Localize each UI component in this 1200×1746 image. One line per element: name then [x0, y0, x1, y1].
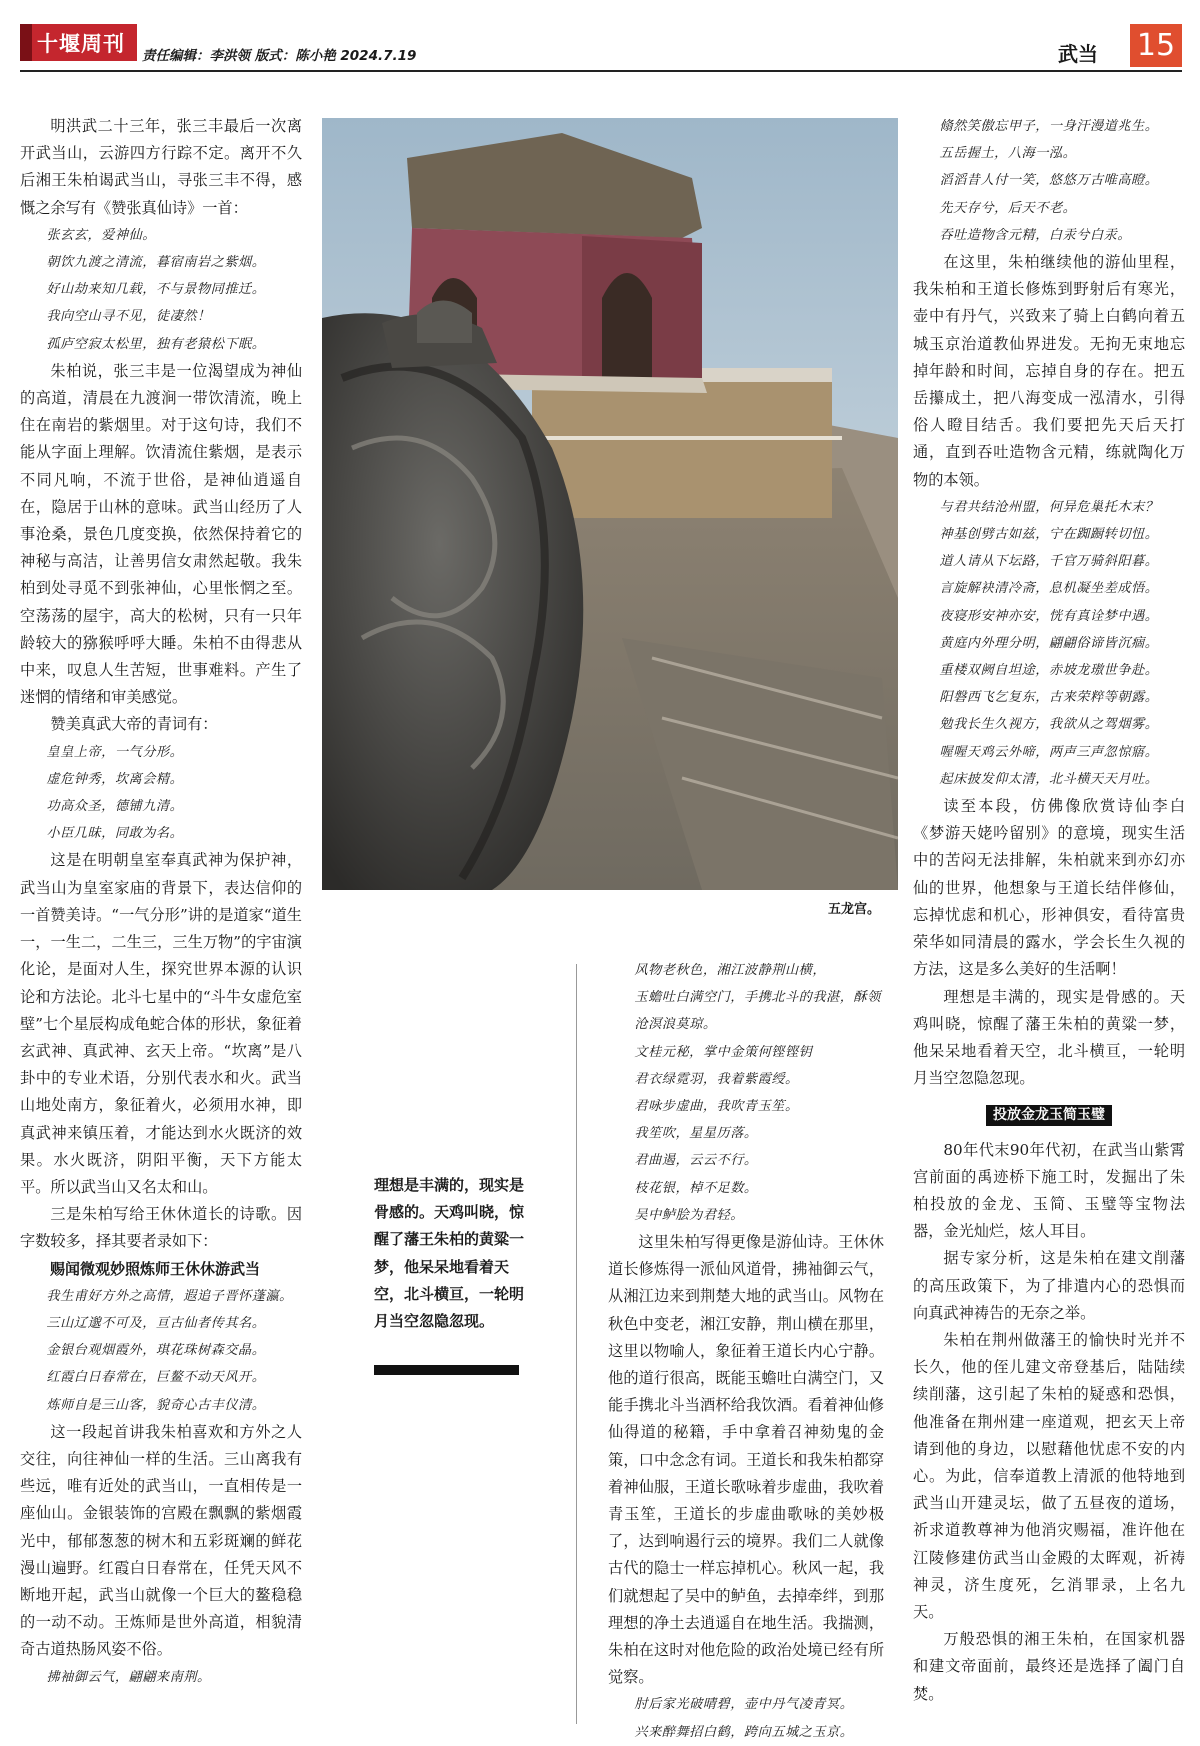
poem-line: 肘后家光破晴碧，壶中丹气凌青冥。 [634, 1697, 854, 1713]
poem-line: 君衣绿霓羽，我着紫霞绶。 [634, 1071, 799, 1087]
poem-line: 夜寝形安神亦安，恍有真诠梦中遇。 [939, 608, 1159, 624]
poem-line: 好山劫来知几载，不与景物同推迁。 [46, 282, 266, 298]
paragraph: 这一段起首讲我朱柏喜欢和方外之人交往，向往神仙一样的生活。三山离我有些远，唯有近处的武当山，一直相传是一座仙山。金银装饰的宫殿在飘飘的紫烟霞光中，郁郁葱葱的树木和五彩斑斓的鲜花漫山遍野。红霞白日春常在，任凭天风不断地开起，武当山就像一个巨大的鳌稳稳的一动不动。王炼师是世外高道，相貌清奇古道热肠风姿不俗。 [20, 1422, 302, 1659]
paragraph: 朱柏说，张三丰是一位渴望成为神仙的高道，清晨在九渡涧一带饮清流，晚上住在南岩的紫烟里。对于这句诗，我们不能从字面上理解。饮清流住紫烟，是表示不同凡响，不流于世俗，是神仙逍遥自在，隐居于山林的意味。武当山经历了人事沧桑，景色几度变换，依然保持着它的神秘与高洁，让善男信女肃然起敬。我朱柏到处寻觅不到张神仙，心里怅惘之至。空荡荡的屋宇，高大的松树，只有一只年龄较大的猕猴呼呼大睡。朱柏不由得悲从中来，叹息人生苦短，世事难料。产生了迷惘的情绪和审美感觉。 [20, 361, 302, 707]
poem-line: 与君共结沧州盟，何异危巢托木末？ [939, 499, 1159, 515]
poem-line: 君曲遏，云云不行。 [634, 1153, 758, 1169]
poem-line: 我向空山寻不见，徒凄然！ [46, 309, 211, 325]
paragraph: 万般恐惧的湘王朱柏，在国家机器和建文帝面前，最终还是选择了阖门自焚。 [913, 1630, 1185, 1703]
poem-line: 滔滔昔人付一笑，悠悠万古唯高瞪。 [939, 173, 1159, 189]
poem-line: 我笙吹，星星历落。 [634, 1126, 758, 1142]
wulong-palace-photo [322, 118, 898, 890]
paragraph: 理想是丰满的，现实是骨感的。天鸡叫晓，惊醒了藩王朱柏的黄粱一梦，他呆呆地看着天空，北斗横亘，一轮明月当空忽隐忽现。 [913, 987, 1185, 1088]
poem-line: 孤庐空寂太松里，独有老猿松下眠。 [46, 336, 266, 352]
poem-title: 赐闻微观妙照炼师王休休游武当 [50, 1259, 261, 1278]
poem-line: 皇皇上帝，一气分形。 [46, 744, 184, 760]
poem-line: 吞吐造物含元精，白汞兮白汞。 [939, 227, 1132, 243]
paragraph: 80年代末90年代初，在武当山紫霄宫前面的禹迹桥下施工时，发掘出了朱柏投放的金龙、玉简、玉璧等宝物法器，金光灿烂，炫人耳目。 [913, 1140, 1185, 1241]
paragraph: 据专家分析，这是朱柏在建文削藩的高压政策下，为了排遣内心的恐惧而向真武神祷告的无奈之举。 [913, 1249, 1185, 1322]
masthead-logo [20, 24, 137, 61]
poem-line: 功高众圣，德铺九清。 [46, 799, 184, 815]
poem-line: 金银台观烟霞外，琪花珠树森交晶。 [46, 1343, 266, 1359]
poem-line: 枝花银，棹不足数。 [634, 1180, 758, 1196]
pull-quote: 理想是丰满的，现实是骨感的。天鸡叫晓，惊醒了藩王朱柏的黄粱一梦，他呆呆地看着天空，北斗横亘，一轮明月当空忽隐忽现。 [374, 1176, 525, 1331]
poem-line: 我生甫好方外之高情，遐追子晋怀蓬瀛。 [46, 1288, 293, 1304]
poem-line: 吴中鲈脍为君轻。 [634, 1207, 744, 1223]
subheading-wrap [913, 1101, 1185, 1128]
photo-caption: 五龙宫。 [828, 902, 881, 917]
column-3 [608, 957, 884, 1746]
poem-line: 拂袖御云气，翩翩来南荆。 [46, 1669, 211, 1685]
poem-line: 张玄玄，爱神仙。 [46, 227, 156, 243]
poem-line: 喔喔天鸡云外啼，两声三声忽惊寤。 [939, 744, 1159, 760]
poem-line: 起床披发仰太清，北斗横天天月吐。 [939, 771, 1159, 787]
paragraph: 朱柏在荆州做藩王的愉快时光并不长久，他的侄儿建文帝登基后，陆陆续续削藩，这引起了朱柏的疑惑和恐惧，他准备在荆州建一座道观，把玄天上帝请到他的身边，以慰藉他忧虑不安的内心。为此，信奉道教上清派的他特地到武当山开建灵坛，做了五昼夜的道场，祈求道教尊神为他消灾赐福，准许他在江陵修建仿武当山金殿的太晖观，祈祷神灵，济生度死，乞消罪录，上名九天。 [913, 1330, 1185, 1621]
paragraph: 在这里，朱柏继续他的游仙里程，我朱柏和王道长修炼到野射后有寒光，壶中有丹气，兴致来了骑上白鹤向着五城玉京治道教仙界进发。无拘无束地忘掉年龄和时间，忘掉自身的存在。把五岳攥成土，把八海变成一泓清水，引得俗人瞪目结舌。我们要把先天后天打通，直到吞吐造物含元精，练就陶化万物的本领。 [913, 253, 1185, 489]
page-number: 15 [1130, 24, 1182, 67]
masthead-title: 十堰周刊 [37, 31, 125, 56]
poem-line: 道人请从下坛路，千官万骑斜阳暮。 [939, 554, 1159, 570]
poem-line: 玉蟾吐白满空门，手携北斗的我湛，酥领沧溟浪莫琼。 [634, 990, 881, 1033]
paragraph: 赞美真武大帝的青词有： [50, 715, 218, 734]
poem-line: 文桂元秘，掌中金策何铿铿钥 [634, 1044, 813, 1060]
poem-line: 先天存兮，后天不老。 [939, 200, 1077, 216]
poem-line: 阳磐西飞乞复东，古来荣粹等朝露。 [939, 690, 1159, 706]
paragraph: 三是朱柏写给王休休道长的诗歌。因字数较多，择其要者录如下： [20, 1205, 302, 1251]
page-header [0, 0, 1200, 80]
header-rule [20, 70, 1182, 72]
poem-line: 虚危钟秀，坎离会精。 [46, 771, 184, 787]
paragraph: 读至本段，仿佛像欣赏诗仙李白《梦游天姥吟留别》的意境，现实生活中的苦闷无法排解，朱柏就来到亦幻亦仙的世界，他想象与王道长结伴修仙，忘掉忧虑和机心，形神俱安，看待富贵荣华如同清晨的露水，学会长生久视的方法，这是多么美好的生活啊！ [913, 797, 1185, 979]
poem-line: 三山辽邈不可及，亘古仙者传其名。 [46, 1315, 266, 1331]
section-name: 武当 [1058, 42, 1098, 66]
poem-line: 红霞白日春常在，巨鳌不动天风开。 [46, 1370, 266, 1386]
poem-line: 朝饮九渡之清流，暮宿南岩之紫烟。 [46, 255, 266, 271]
poem-line: 重楼双阙自坦途，赤坡龙璈世争赴。 [939, 663, 1159, 679]
poem-line: 兴来醉舞招白鹤，跨向五城之玉京。 [634, 1724, 854, 1740]
poem-line: 君咏步虚曲，我吹青玉笙。 [634, 1099, 799, 1115]
poem-line: 黄庭内外理分明，翩翩俗谛皆沉痼。 [939, 635, 1159, 651]
pull-quote-bar [374, 1365, 519, 1375]
editor-info: 责任编辑：李洪领 版式：陈小艳 2024.7.19 [142, 48, 417, 64]
poem-line: 神基创劈古如兹，宁在踟蹰转切忸。 [939, 527, 1159, 543]
poem-line: 言旋解袂清冷斋，息机凝坐差成悟。 [939, 581, 1159, 597]
column-4 [913, 113, 1185, 1708]
logo-mark-icon [20, 24, 32, 61]
poem-line: 小臣几昧，同敢为名。 [46, 826, 184, 842]
paragraph: 明洪武二十三年，张三丰最后一次离开武当山，云游四方行踪不定。离开不久后湘王朱柏谒武当山，寻张三丰不得，感慨之余写有《赞张真仙诗》一首： [20, 117, 302, 217]
poem-line: 炼师自是三山客，貌奇心古丰仪清。 [46, 1397, 266, 1413]
poem-line: 勉我长生久视方，我欲从之驾烟雾。 [939, 717, 1159, 733]
poem-line: 风物老秋色，湘江波静荆山横， [634, 963, 827, 978]
paragraph: 这是在明朝皇室奉真武神为保护神，武当山为皇室家庙的背景下，表达信仰的一首赞美诗。“一气分形”讲的是道家“道生一，一生二，二生三，三生万物”的宇宙演化论，是面对人生，探究世界本源的认识论和方法论。北斗七星中的“斗牛女虚危室壁”七个星辰构成龟蛇合体的形状，象征着玄武神、真武神、玄天上帝。“坎离”是八卦中的专业术语，分别代表水和火。武当山地处南方，象征着火，必须用水神，即真武神来镇压着，才能达到水火既济的效果。水火既济，阴阳平衡，天下方能太平。所以武当山又名太和山。 [20, 851, 302, 1196]
column-divider [576, 964, 577, 1724]
poem-line: 五岳握土，八海一泓。 [939, 146, 1077, 162]
paragraph: 这里朱柏写得更像是游仙诗。王休休道长修炼得一派仙风道骨，拂袖御云气，从湘江边来到荆楚大地的武当山。风物在秋色中变老，湘江安静，荆山横在那里，这里以物喻人，象征着王道长内心宁静。他的道行很高，既能玉蟾吐白满空门，又能手携北斗当酒杯给我饮酒。看着神仙修仙得道的秘籍，手中拿着召神劾鬼的金策，口中念念有词。王道长和我朱柏都穿着神仙服，王道长歌咏着步虚曲，我吹着青玉笙，王道长的步虚曲歌咏的美妙极了，达到响遏行云的境界。我们二人就像古代的隐士一样忘掉机心。秋风一起，我们就想起了吴中的鲈鱼，去掉牵绊，到那理想的净土去逍遥自在地生活。我揣测，朱柏在这时对他危险的政治处境已经有所觉察。 [608, 1233, 884, 1687]
column-1 [20, 113, 302, 1691]
subheading: 投放金龙玉简玉璧 [986, 1105, 1112, 1126]
poem-line: 翛然笑傲忘甲子，一身汗漫道兆生。 [939, 119, 1159, 134]
